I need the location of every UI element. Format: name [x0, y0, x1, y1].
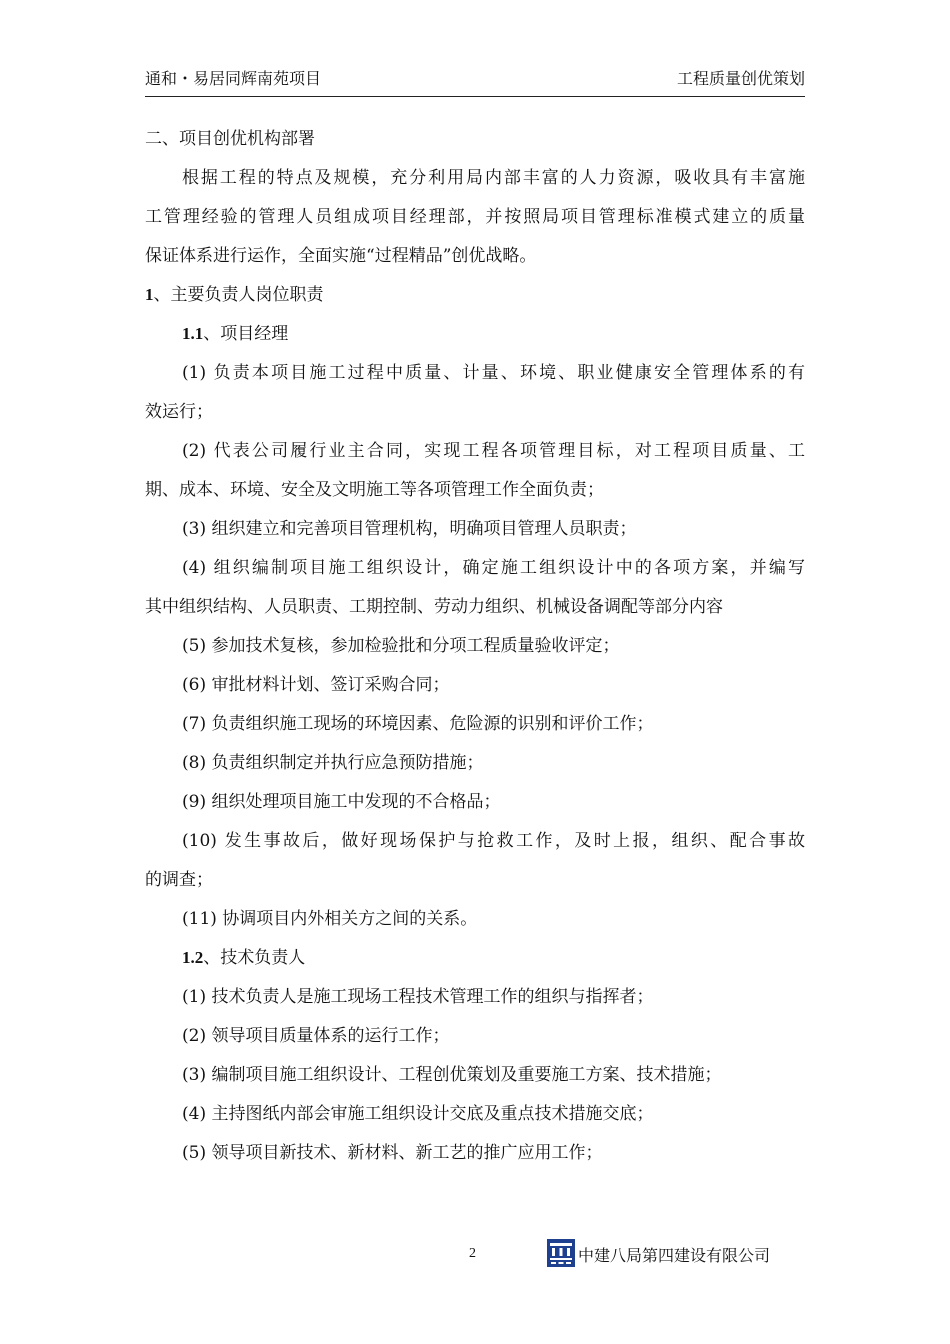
list-item: (4) 组织编制项目施工组织设计，确定施工组织设计中的各项方案，并编写 [182, 558, 805, 578]
list-item: (7) 负责组织施工现场的环境因素、危险源的识别和评价工作； [182, 714, 654, 734]
list-item: (11) 协调项目内外相关方之间的关系。 [182, 909, 478, 929]
list-item: (1) 技术负责人是施工现场工程技术管理工作的组织与指挥者； [182, 987, 654, 1007]
list-item: (1) 负责本项目施工过程中质量、计量、环境、职业健康安全管理体系的有 [182, 363, 805, 383]
intro-line: 根据工程的特点及规模，充分利用局内部丰富的人力资源，吸收具有丰富施 [182, 168, 805, 188]
list-item: (2) 代表公司履行业主合同，实现工程各项管理目标，对工程项目质量、工 [182, 441, 805, 461]
list-item-continued: 期、成本、环境、安全及文明施工等各项管理工作全面负责； [145, 480, 604, 500]
header-project-name: 通和・易居同辉南苑项目 [145, 69, 322, 88]
subheading-text: 、技术负责人 [203, 948, 306, 968]
list-item-continued: 其中组织结构、人员职责、工期控制、劳动力组织、机械设备调配等部分内容 [145, 597, 723, 617]
document-body [145, 128, 805, 1181]
subheading-text: 、项目经理 [203, 324, 289, 344]
page-number: 2 [469, 1246, 476, 1261]
footer-company-name: 中建八局第四建设有限公司 [578, 1246, 771, 1265]
subheading-text: 、主要负责人岗位职责 [153, 285, 324, 305]
subheading-number: 1.1 [182, 324, 204, 343]
subheading-technical-lead [145, 947, 805, 986]
list-item: (6) 审批材料计划、签订采购合同； [182, 675, 450, 695]
list-item: (5) 领导项目新技术、新材料、新工艺的推广应用工作； [182, 1143, 603, 1163]
list-item-continued: 的调查； [145, 870, 213, 890]
page-header [145, 66, 805, 97]
subheading-number: 1 [145, 285, 154, 304]
intro-line: 保证体系进行运作，全面实施“过程精品”创优战略。 [145, 246, 537, 266]
list-item: (8) 负责组织制定并执行应急预防措施； [182, 753, 484, 773]
list-item: (3) 组织建立和完善项目管理机构，明确项目管理人员职责； [182, 519, 637, 539]
list-item: (5) 参加技术复核，参加检验批和分项工程质量验收评定； [182, 636, 620, 656]
intro-line: 工管理经验的管理人员组成项目经理部，并按照局项目管理标准模式建立的质量 [145, 207, 805, 227]
list-item: (10) 发生事故后，做好现场保护与抢救工作，及时上报，组织、配合事故 [182, 831, 805, 851]
subheading-number: 1.2 [182, 948, 204, 967]
list-item: (9) 组织处理项目施工中发现的不合格品； [182, 792, 501, 812]
subheading-project-manager [145, 323, 805, 362]
section-title: 二、项目创优机构部署 [145, 129, 315, 149]
subheading-responsibilities [145, 284, 805, 323]
cscec-logo-icon [547, 1239, 575, 1267]
list-item: (4) 主持图纸内部会审施工组织设计交底及重点技术措施交底； [182, 1104, 654, 1124]
list-item: (2) 领导项目质量体系的运行工作； [182, 1026, 450, 1046]
list-item-continued: 效运行； [145, 402, 213, 422]
header-doc-title: 工程质量创优策划 [676, 69, 805, 88]
list-item: (3) 编制项目施工组织设计、工程创优策划及重要施工方案、技术措施； [182, 1065, 722, 1085]
